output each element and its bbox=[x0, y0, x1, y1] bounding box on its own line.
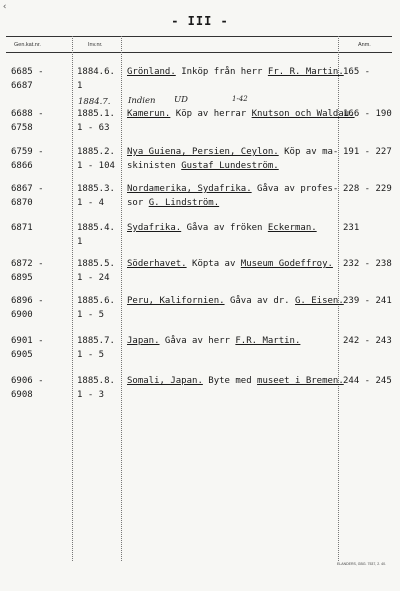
gen-kat-nr-end: 6905 bbox=[11, 350, 33, 360]
inv-nr-year: 1884.6. bbox=[77, 67, 115, 77]
description-segment: Köp av herrar bbox=[170, 109, 252, 119]
inv-nr-year: 1885.6. bbox=[77, 296, 115, 306]
description-segment: sor bbox=[127, 198, 149, 208]
description-segment: Fr. R. Martin. bbox=[267, 67, 344, 77]
description-segment: Gåva av fröken bbox=[181, 223, 268, 233]
gen-kat-nr-end: 6900 bbox=[11, 310, 33, 320]
header-bottom-rule bbox=[6, 52, 392, 53]
description-line bbox=[127, 108, 355, 121]
description-line bbox=[127, 183, 342, 196]
inv-nr-range: 1 bbox=[77, 81, 83, 91]
handwritten-year: 1884.7. bbox=[78, 97, 111, 107]
gen-kat-nr-end: 6687 bbox=[11, 81, 33, 91]
description-segment: Sydafrika. bbox=[127, 223, 182, 233]
anm-range: 231 bbox=[343, 223, 360, 233]
inv-nr-year: 1885.1. bbox=[77, 109, 115, 119]
description-segment: Köp av ma- bbox=[278, 147, 339, 157]
description-segment: Gåva av profes- bbox=[251, 184, 339, 194]
anm-range: 166 - 190 bbox=[343, 109, 392, 119]
inv-nr-year: 1885.3. bbox=[77, 184, 115, 194]
description-segment: skinisten bbox=[127, 161, 182, 171]
printer-mark: ELANDERS, GBG. 7537, 2. 40. bbox=[336, 562, 386, 566]
description-segment: Nordamerika, Sydafrika. bbox=[127, 184, 252, 194]
description-segment: Grönland. bbox=[127, 67, 176, 77]
description-line bbox=[127, 66, 342, 79]
inv-nr-year: 1885.4. bbox=[77, 223, 115, 233]
description-segment: Knutson och Waldau. bbox=[251, 109, 355, 119]
gen-kat-nr-start: 6896 - bbox=[11, 296, 44, 306]
gen-kat-nr-start: 6688 - bbox=[11, 109, 44, 119]
inv-nr-year: 1885.8. bbox=[77, 376, 115, 386]
anm-range: 165 - bbox=[343, 67, 371, 77]
inv-nr-range: 1 - 104 bbox=[77, 161, 115, 171]
gen-kat-nr-start: 6871 bbox=[11, 223, 33, 233]
description-line-2 bbox=[127, 197, 342, 210]
description-line bbox=[127, 335, 342, 348]
description-segment: Byte med bbox=[202, 376, 258, 386]
handwritten-range: 1-42 bbox=[232, 95, 248, 103]
gen-kat-nr-start: 6759 - bbox=[11, 147, 44, 157]
description-segment: Gustaf Lundeström. bbox=[181, 161, 279, 171]
anm-range: 228 - 229 bbox=[343, 184, 392, 194]
gen-kat-nr-end: 6866 bbox=[11, 161, 33, 171]
description-line bbox=[127, 375, 342, 388]
description-segment: Gåva av dr. bbox=[224, 296, 295, 306]
description-segment: G. Eisen. bbox=[295, 296, 344, 306]
gen-kat-nr-end: 6758 bbox=[11, 123, 33, 133]
description-segment: Museum Godeffroy. bbox=[240, 259, 333, 269]
description-segment: Gåva av herr bbox=[159, 336, 236, 346]
anm-range: 239 - 241 bbox=[343, 296, 392, 306]
description-line bbox=[127, 222, 342, 235]
description-line bbox=[127, 258, 342, 271]
description-segment: Japan. bbox=[127, 336, 160, 346]
corner-mark: ‹ bbox=[2, 2, 8, 12]
gen-kat-nr-start: 6685 - bbox=[11, 67, 44, 77]
description-segment: Kamerun. bbox=[127, 109, 171, 119]
inv-nr-range: 1 - 5 bbox=[77, 350, 105, 360]
description-line-2 bbox=[127, 160, 342, 173]
inv-nr-range: 1 - 63 bbox=[77, 123, 110, 133]
description-segment: G. Lindström. bbox=[148, 198, 220, 208]
gen-kat-nr-start: 6872 - bbox=[11, 259, 44, 269]
description-segment: museet i Bremen. bbox=[257, 376, 344, 386]
header-gen-kat-nr: Gen.kat.nr. bbox=[14, 42, 41, 48]
description-segment: Eckerman. bbox=[267, 223, 317, 233]
description-line bbox=[127, 146, 342, 159]
gen-kat-nr-end: 6895 bbox=[11, 273, 33, 283]
inv-nr-range: 1 - 3 bbox=[77, 390, 105, 400]
inv-nr-year: 1885.7. bbox=[77, 336, 115, 346]
description-segment: Somali, Japan. bbox=[127, 376, 203, 386]
description-segment: F.R. Martin. bbox=[235, 336, 301, 346]
column-divider-1 bbox=[72, 36, 73, 561]
gen-kat-nr-end: 6870 bbox=[11, 198, 33, 208]
description-segment: Nya Guiena, Persien, Ceylon. bbox=[127, 147, 279, 157]
description-segment: Köpta av bbox=[186, 259, 241, 269]
anm-range: 242 - 243 bbox=[343, 336, 392, 346]
handwritten-code: UD bbox=[174, 95, 188, 105]
inv-nr-range: 1 - 4 bbox=[77, 198, 105, 208]
inv-nr-year: 1885.5. bbox=[77, 259, 115, 269]
description-segment: Söderhavet. bbox=[127, 259, 187, 269]
gen-kat-nr-start: 6901 - bbox=[11, 336, 44, 346]
inv-nr-range: 1 - 5 bbox=[77, 310, 105, 320]
inv-nr-range: 1 bbox=[77, 237, 83, 247]
gen-kat-nr-end: 6908 bbox=[11, 390, 33, 400]
description-segment: Peru, Kalifornien. bbox=[127, 296, 225, 306]
anm-range: 232 - 238 bbox=[343, 259, 392, 269]
header-anm: Anm. bbox=[358, 42, 371, 48]
inv-nr-year: 1885.2. bbox=[77, 147, 115, 157]
page-number: - III - bbox=[171, 14, 229, 28]
description-segment: Inköp från herr bbox=[175, 67, 268, 77]
anm-range: 244 - 245 bbox=[343, 376, 392, 386]
column-divider-2 bbox=[121, 36, 122, 561]
gen-kat-nr-start: 6867 - bbox=[11, 184, 44, 194]
anm-range: 191 - 227 bbox=[343, 147, 392, 157]
gen-kat-nr-start: 6906 - bbox=[11, 376, 44, 386]
handwritten-place: Indien bbox=[128, 96, 156, 106]
description-line bbox=[127, 295, 342, 308]
header-inv-nr: Inv.nr. bbox=[88, 42, 103, 48]
inv-nr-range: 1 - 24 bbox=[77, 273, 110, 283]
header-top-rule bbox=[6, 36, 392, 37]
